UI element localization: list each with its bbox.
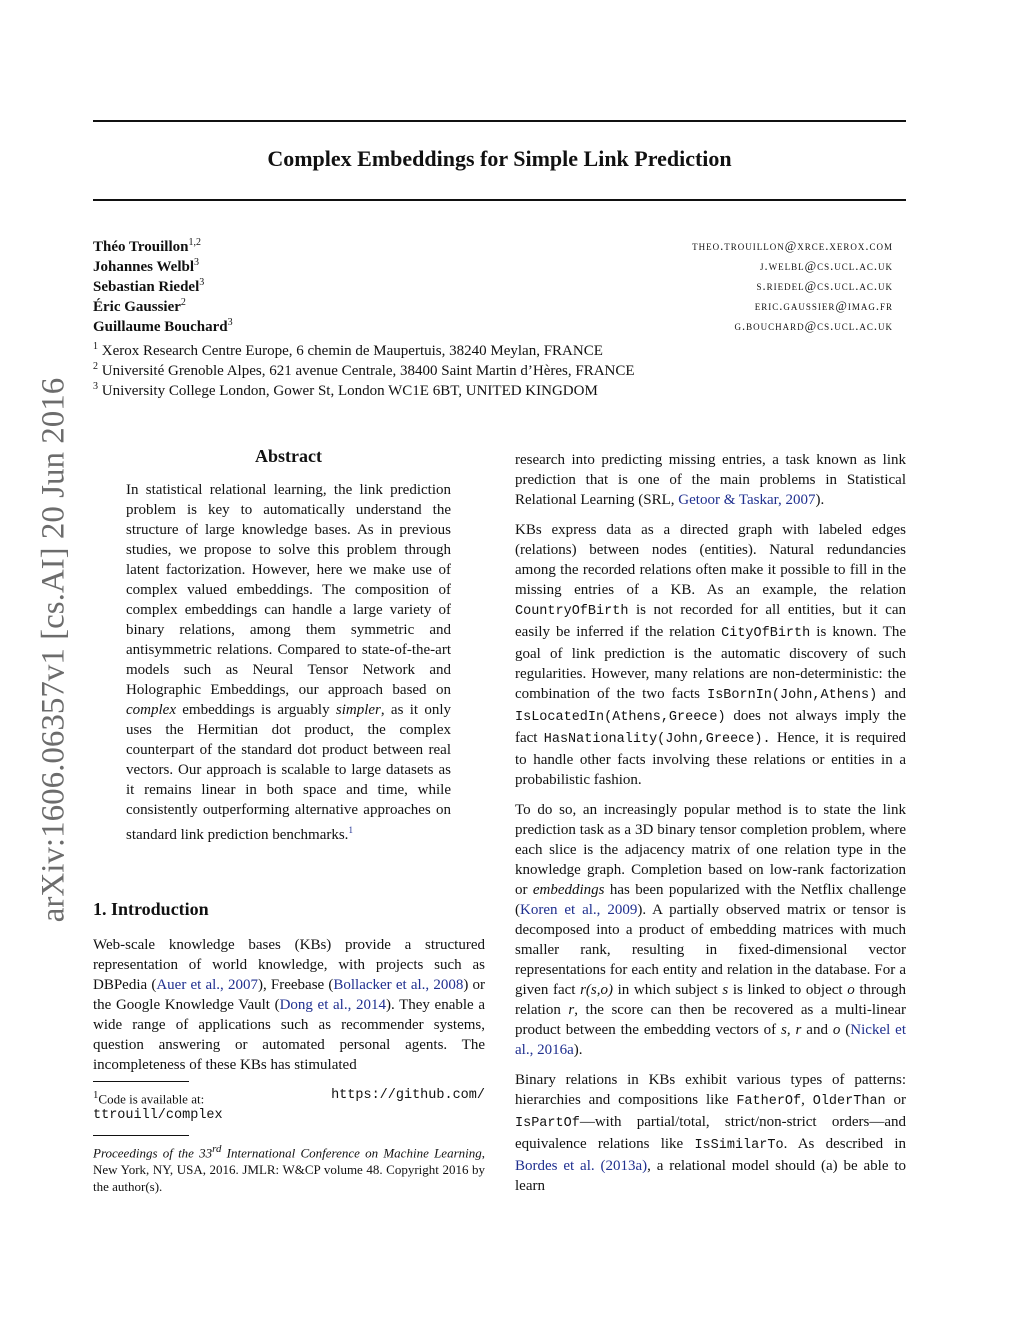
author-name: Guillaume Bouchard$^3$ [93, 317, 233, 335]
footnote-link[interactable]: 1 [348, 825, 353, 835]
introduction-paragraph: Web-scale knowledge bases (KBs) provide a structured representation of world knowledge, with projects such as DBPedia (Auer et al., 2007), Freebase (Bollacker et al., 2008) or the Google Knowledge Vault (Dong et al., 2014). They enable a wide range of applications such as recommender systems, question answering or automated personal agents. The incompleteness of these KBs has stimulated [93, 937, 485, 1073]
code-footnote: $^1$Code is available at: https://github.com/ ttrouill/complex [93, 1088, 485, 1124]
code-url-link[interactable]: https://github.com/ [331, 1088, 485, 1103]
footnote-rule [93, 1081, 189, 1082]
author-email: g.bouchard@cs.ucl.ac.uk [734, 319, 893, 333]
code-url-link[interactable]: ttrouill/complex [93, 1108, 223, 1124]
proceedings-note: Proceedings of the 33rd International Conference on Machine Learning, New York, NY, USA, 2016. JMLR: W&CP volume 48. Copyright 2016 by the author(s). [93, 1143, 485, 1195]
right-column [515, 450, 906, 1196]
affiliation: $^2$ Université Grenoble Alpes, 621 avenue Centrale, 38400 Saint Martin d’Hères, FRANCE [93, 361, 635, 379]
abstract-heading: Abstract [255, 446, 322, 466]
citation-link[interactable]: Getoor & Taskar, 2007 [678, 492, 816, 508]
paper-title: Complex Embeddings for Simple Link Prediction [267, 146, 732, 171]
title-bottom-rule [93, 199, 906, 201]
author-name: Sebastian Riedel$^3$ [93, 277, 205, 295]
top-rule [93, 120, 906, 122]
citation-link[interactable]: Bordes et al. (2013a) [515, 1158, 648, 1174]
affiliation: $^3$ University College London, Gower St, London WC1E 6BT, UNITED KINGDOM [93, 381, 598, 399]
abstract-body: In statistical relational learning, the link prediction problem is key to automatically understand the structure of large knowledge bases. As in previous studies, we propose to solve this problem through latent factorization. However, here we make use of complex valued embeddings. The composition of complex embeddings can handle a large variety of binary relations, among them symmetric and antisymmetric relations. Compared to state-of-the-art models such as Neural Tensor Network and Holographic Embeddings, our approach based on complex embeddings is arguably simpler, as it only uses the Hermitian dot product, the complex counterpart of the standard dot product between real vectors. Our approach is scalable to large datasets as it remains linear in both space and time, while consistently outperforming alternative approaches on standard link prediction benchmarks.$^1$ [126, 482, 452, 843]
paragraph: research into predicting missing entries, a task known as link prediction that is one of the main problems in Statistical Relational Learning (SRL, Getoor & Taskar, 2007). [515, 452, 906, 508]
arxiv-sidebar-stamp: arXiv:1606.06357v1 [cs.AI] 20 Jun 2016 [35, 377, 72, 923]
affiliation: $^1$ Xerox Research Centre Europe, 6 chemin de Maupertuis, 38240 Meylan, FRANCE [93, 341, 603, 359]
author-name: Théo Trouillon$^{1,2}$ [93, 237, 201, 255]
citation-link[interactable]: Dong et al., 2014 [279, 997, 386, 1013]
author-name: Éric Gaussier$^2$ [93, 297, 186, 315]
citation-link[interactable]: Koren et al., 2009 [520, 902, 638, 918]
paragraph: To do so, an increasingly popular method is to state the link prediction task as a 3D binary tensor completion problem, where each slice is the adjacency matrix of one relation type in the knowledge graph. Completion based on low-rank factorization or embeddings has been popularized with the Netflix challenge (Koren et al., 2009). A partially observed matrix or tensor is decomposed into a product of embedding matrices with much smaller rank, resulting in fixed-dimensional vector representations for each entity and relation in the database. For a given fact r(s,o) in which subject s is linked to object o through relation r, the score can then be recovered as a multi-linear product between the embedding vectors of s, r and o (Nickel et al., 2016a). [515, 802, 906, 1058]
author-name: Johannes Welbl$^3$ [93, 257, 200, 275]
citation-link[interactable]: Auer et al., 2007 [156, 977, 258, 993]
author-email: theo.trouillon@xrce.xerox.com [692, 239, 893, 253]
author-email: j.welbl@cs.ucl.ac.uk [759, 259, 893, 273]
author-email: eric.gaussier@imag.fr [754, 299, 893, 313]
author-email: s.riedel@cs.ucl.ac.uk [756, 279, 893, 293]
section-heading-introduction: 1. Introduction [93, 899, 209, 919]
paragraph: KBs express data as a directed graph with labeled edges (relations) between nodes (entities). Natural redundancies among the recorded relations often make it possible to fill in the missing entries of a KB. As an example, the relation CountryOfBirth is not recorded for all entities, but it can easily be inferred if the relation CityOfBirth is known. The goal of link prediction is the automatic discovery of such regularities. However, many relations are non-deterministic: the combination of the two facts IsBornIn(John,Athens) and IsLocatedIn(Athens,Greece) does not always imply the fact HasNationality(John,Greece). Hence, it is required to handle other facts involving these relations or entities in a probabilistic fashion. [515, 522, 906, 788]
proceedings-rule [93, 1135, 189, 1136]
paragraph: Binary relations in KBs exhibit various types of patterns: hierarchies and compositions like FatherOf, OlderThan or IsPartOf—with partial/total, strict/non-strict orders—and equivalence relations like IsSimilarTo. As described in Bordes et al. (2013a), a relational model should (a) be able to learn [515, 1072, 906, 1194]
citation-link[interactable]: Bollacker et al., 2008 [333, 977, 464, 993]
citation-link[interactable]: Nickel et al., 2016a [515, 1022, 906, 1058]
